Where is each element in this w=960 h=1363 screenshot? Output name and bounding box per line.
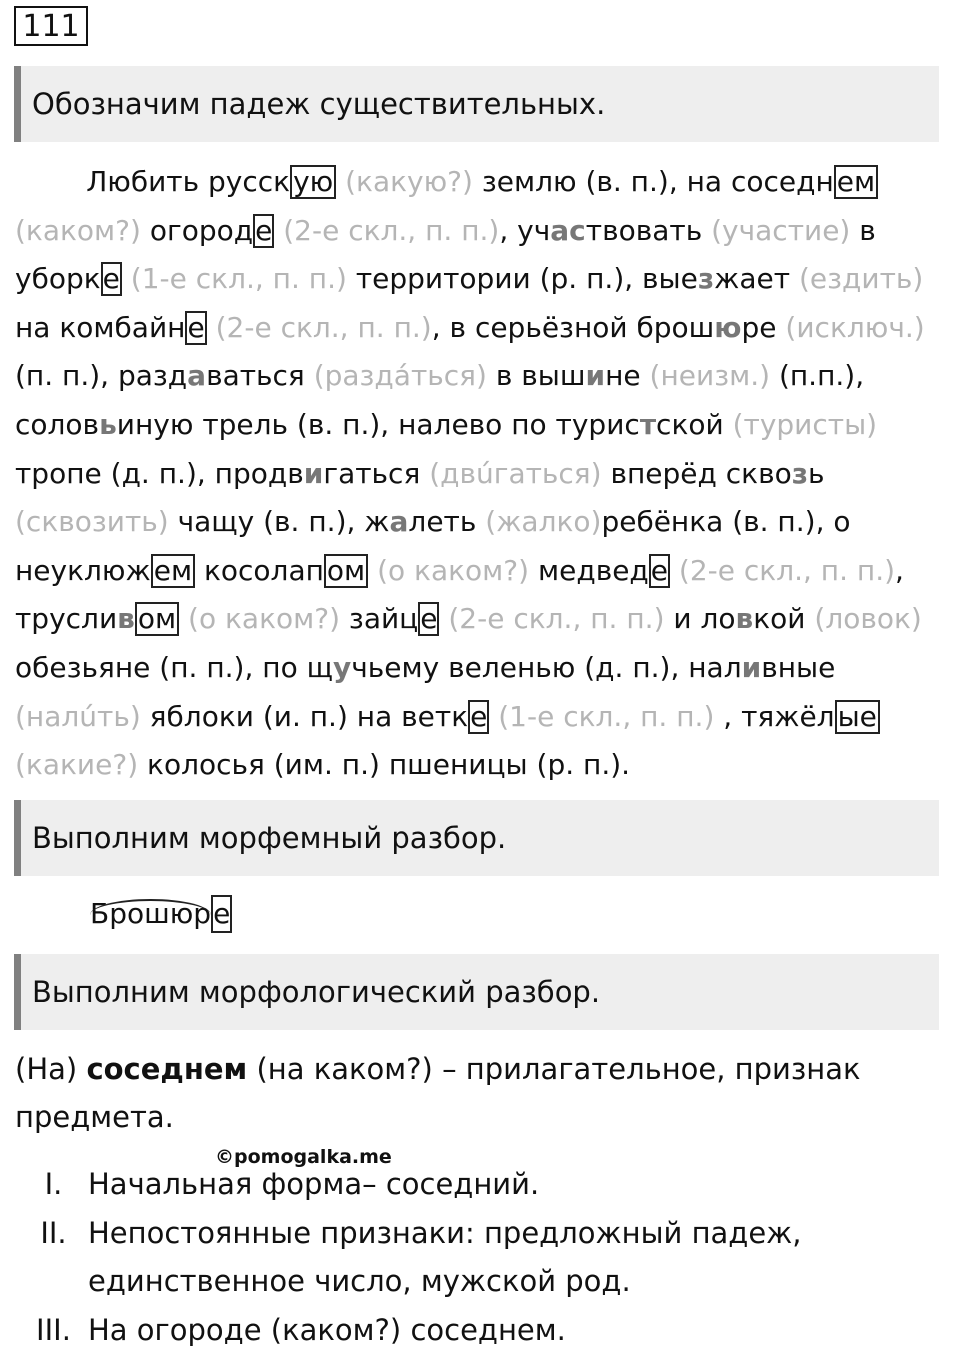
bold-letter-mark: з: [791, 456, 808, 490]
text-line: [15, 401, 955, 450]
text-segment: на комбайн: [15, 310, 186, 344]
text-segment: [670, 554, 679, 587]
grey-mark: (каком?): [15, 213, 141, 247]
grey-mark: (2-е скл., п. п.): [678, 553, 896, 587]
analysis-prefix: (На): [15, 1052, 87, 1086]
watermark: ©pomogalka.me: [215, 1146, 392, 1168]
text-segment: Любить русск: [15, 165, 291, 198]
ending-mark: е: [650, 553, 669, 587]
ending-mark: ую: [290, 165, 336, 199]
text-segment: ,: [895, 553, 904, 587]
text-segment: не: [605, 359, 650, 393]
text-segment: в: [850, 213, 876, 247]
list-marker: I.: [44, 1167, 63, 1201]
text-segment: солов: [15, 407, 100, 441]
text-line: [15, 547, 955, 596]
list-marker: III.: [36, 1312, 71, 1347]
text-segment: тропе (д. п.), продв: [15, 456, 304, 490]
text-segment: , уч: [499, 213, 551, 247]
text-segment: колосья (им. п.) пшеницы (р. п.).: [138, 748, 631, 782]
text-segment: иную трель (в. п.), налево по турис: [116, 407, 640, 441]
text-segment: [368, 554, 377, 587]
ending-mark: ем: [151, 554, 195, 588]
text-line: [15, 498, 955, 547]
list-text: Непостоянные признаки: предложный падеж, единственное число, мужской род.: [88, 1215, 802, 1298]
bold-letter-mark: в: [117, 602, 135, 636]
grey-mark: (раздáться): [313, 359, 487, 393]
section-morpheme-title: Выполним морфемный разбор.: [14, 800, 939, 876]
list-text: На огороде (каком?) соседнем.: [88, 1312, 566, 1347]
morpheme-root: Брошюр: [90, 897, 212, 930]
text-segment: [207, 311, 216, 344]
grey-mark: (2-е скл., п. п.): [448, 602, 665, 636]
morpheme-word: [90, 895, 232, 933]
text-segment: (п.п.),: [770, 359, 865, 393]
text-segment: обезьяне (п. п.), по щ: [15, 650, 333, 684]
exercise-text: [15, 158, 955, 790]
analysis-rest: (на каком?) – прилагательное, признак предмета.: [15, 1052, 861, 1134]
bold-letter-mark: ю: [714, 310, 742, 344]
text-segment: леть: [408, 505, 486, 539]
text-line: [15, 207, 955, 256]
text-segment: чьему веленью (д. п.), нал: [351, 650, 742, 684]
bold-letter-mark: и: [585, 359, 606, 393]
text-segment: территории (р. п.), вые: [346, 262, 698, 296]
grey-mark: (ловок): [814, 602, 922, 636]
grey-mark: (туристы): [732, 407, 878, 441]
grey-mark: (о каком?): [188, 602, 341, 636]
text-segment: ваться: [206, 359, 314, 393]
ending-mark: е: [102, 262, 120, 296]
text-segment: зайц: [340, 602, 419, 636]
bold-letter-mark: ь: [99, 407, 117, 441]
text-segment: вперёд скво: [601, 456, 792, 490]
text-segment: , в серьёзной брош: [431, 310, 715, 344]
text-segment: гаться: [323, 456, 430, 490]
grey-mark: (двúгаться): [429, 456, 602, 490]
grey-mark: (сквозить): [15, 505, 169, 539]
ending-mark: ом: [324, 554, 368, 588]
grey-mark: (2-е скл., п. п.): [283, 213, 500, 247]
grey-mark: (участие): [711, 213, 851, 247]
text-segment: вные: [761, 650, 836, 684]
grey-mark: (1-е скл., п. п.): [498, 699, 715, 733]
text-segment: огород: [140, 213, 254, 247]
analysis-text: [15, 1045, 945, 1141]
ending-mark: ем: [834, 165, 878, 199]
text-segment: косолап: [195, 553, 324, 587]
text-segment: [122, 262, 131, 295]
ending-mark: е: [187, 310, 205, 344]
text-segment: ребёнка (в. п.), о: [601, 505, 851, 539]
text-line: [15, 450, 955, 499]
list-item: [15, 1160, 945, 1209]
ending-mark: е: [255, 213, 273, 247]
text-segment: ской: [656, 407, 733, 441]
text-line: [15, 693, 955, 742]
text-segment: [274, 214, 283, 247]
bold-letter-mark: и: [741, 650, 762, 684]
text-line: [15, 644, 955, 693]
grey-mark: (какие?): [15, 748, 139, 782]
grey-mark: (исключ.): [785, 310, 925, 344]
text-segment: и ло: [664, 602, 736, 636]
grey-mark: (неизм.): [649, 359, 771, 393]
text-segment: твовать: [585, 213, 712, 247]
bold-letter-mark: в: [735, 602, 754, 636]
text-segment: неуклюж: [15, 553, 151, 587]
text-segment: [336, 165, 345, 198]
section-morph-title: Выполним морфологический разбор.: [14, 954, 939, 1030]
text-line: [15, 255, 955, 304]
text-line: [15, 595, 955, 644]
text-line: [15, 352, 955, 401]
text-line: [15, 304, 955, 353]
text-segment: ь: [808, 456, 825, 490]
list-item: [15, 1209, 945, 1306]
grey-mark: (жалко): [485, 505, 602, 539]
text-segment: медвед: [529, 553, 649, 587]
text-line: [15, 741, 955, 790]
text-segment: кой: [753, 602, 815, 636]
text-segment: яблоки (и. п.) на ветк: [140, 699, 469, 733]
bold-letter-mark: у: [332, 650, 352, 684]
ending-mark: е: [470, 699, 488, 733]
task-number: 111: [14, 6, 88, 46]
list-marker: II.: [40, 1215, 67, 1250]
text-segment: [179, 602, 188, 635]
text-segment: , тяжёл: [714, 699, 835, 733]
ending-mark: ом: [135, 602, 179, 636]
grey-mark: (налúть): [15, 699, 141, 733]
text-segment: (п. п.), разд: [15, 359, 188, 393]
ending-mark: е: [420, 602, 438, 636]
grey-mark: (ездить): [799, 262, 924, 296]
analysis-word: соседнем: [86, 1052, 248, 1086]
bold-letter-mark: з: [697, 262, 715, 296]
list-item: [15, 1306, 945, 1355]
ending-mark: ые: [835, 700, 880, 734]
analysis-list: [15, 1160, 945, 1354]
bold-letter-mark: а: [187, 359, 207, 393]
text-segment: в выш: [486, 359, 586, 393]
grey-mark: (2-е скл., п. п.): [215, 310, 432, 344]
morpheme-ending: е: [211, 895, 232, 933]
text-segment: ре: [741, 310, 786, 344]
section-case-title: Обозначим падеж существительных.: [14, 66, 939, 142]
bold-letter-mark: т: [639, 407, 657, 441]
text-segment: уборк: [15, 262, 101, 296]
list-text: Начальная форма– соседний.: [88, 1167, 540, 1201]
grey-mark: (1-е скл., п. п.): [130, 262, 347, 296]
text-segment: чащу (в. п.), ж: [168, 505, 390, 539]
bold-letter-mark: и: [303, 456, 324, 490]
bold-letter-mark: ас: [550, 213, 586, 247]
text-segment: жает: [714, 262, 799, 296]
bold-letter-mark: а: [389, 505, 409, 539]
text-line: [15, 158, 955, 207]
grey-mark: (о каком?): [377, 553, 530, 587]
text-segment: землю (в. п.), на соседн: [472, 165, 834, 198]
text-segment: трусли: [15, 602, 118, 636]
text-segment: [489, 700, 498, 733]
grey-mark: (какую?): [345, 165, 473, 198]
